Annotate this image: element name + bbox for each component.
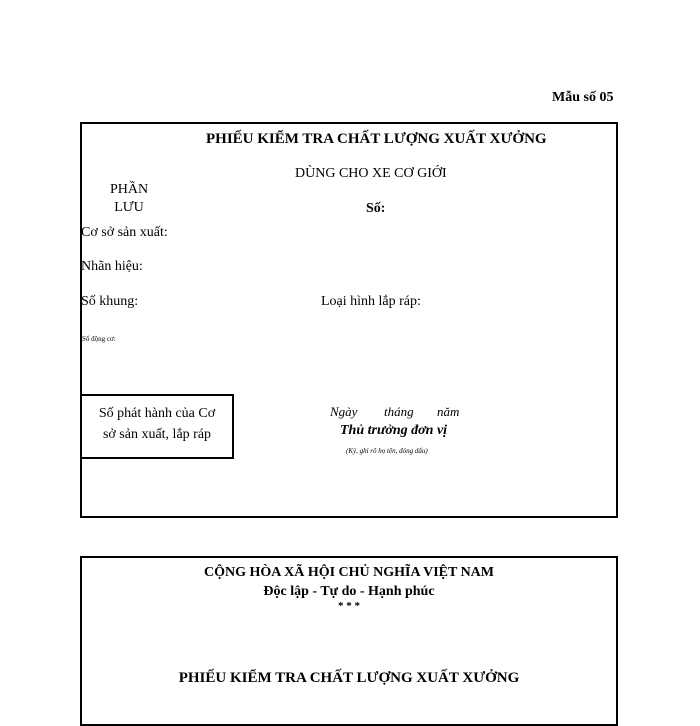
- date-month: tháng: [384, 404, 414, 419]
- engine-number-label: Số động cơ:: [82, 335, 116, 343]
- top-form-title: PHIẾU KIỂM TRA CHẤT LƯỢNG XUẤT XƯỞNG: [206, 131, 547, 147]
- form-number: Mẫu số 05: [552, 90, 614, 105]
- issued-number-box: [80, 394, 234, 459]
- decorative-stars: * * *: [338, 600, 360, 612]
- brand-label: Nhãn hiệu:: [81, 259, 143, 274]
- national-motto: Độc lập - Tự do - Hạnh phúc: [263, 584, 435, 599]
- top-form-subtitle: DÙNG CHO XE CƠ GIỚI: [295, 166, 447, 181]
- bottom-form-box: [80, 556, 618, 726]
- date-day: Ngày: [330, 404, 358, 419]
- assembly-type-label: Loại hình lắp ráp:: [321, 294, 421, 309]
- frame-number-label: Số khung:: [81, 294, 139, 309]
- date-year: năm: [437, 404, 460, 419]
- bottom-form-title: PHIẾU KIỂM TRA CHẤT LƯỢNG XUẤT XƯỞNG: [178, 670, 520, 686]
- issued-number-line2: sở sản xuất, lắp ráp: [102, 427, 212, 442]
- issued-number-line1: Số phát hành của Cơ: [98, 406, 216, 421]
- section-label-line1: PHẦN: [109, 182, 149, 197]
- section-label-line2: LƯU: [114, 200, 144, 215]
- head-of-unit: Thủ trưởng đơn vị: [340, 423, 448, 438]
- number-label: Số:: [366, 201, 386, 216]
- national-title: CỘNG HÒA XÃ HỘI CHỦ NGHĨA VIỆT NAM: [203, 565, 494, 580]
- signature-note: (Ký, ghi rõ họ tên, đóng dấu): [346, 447, 428, 455]
- manufacturer-label: Cơ sở sản xuất:: [81, 225, 168, 240]
